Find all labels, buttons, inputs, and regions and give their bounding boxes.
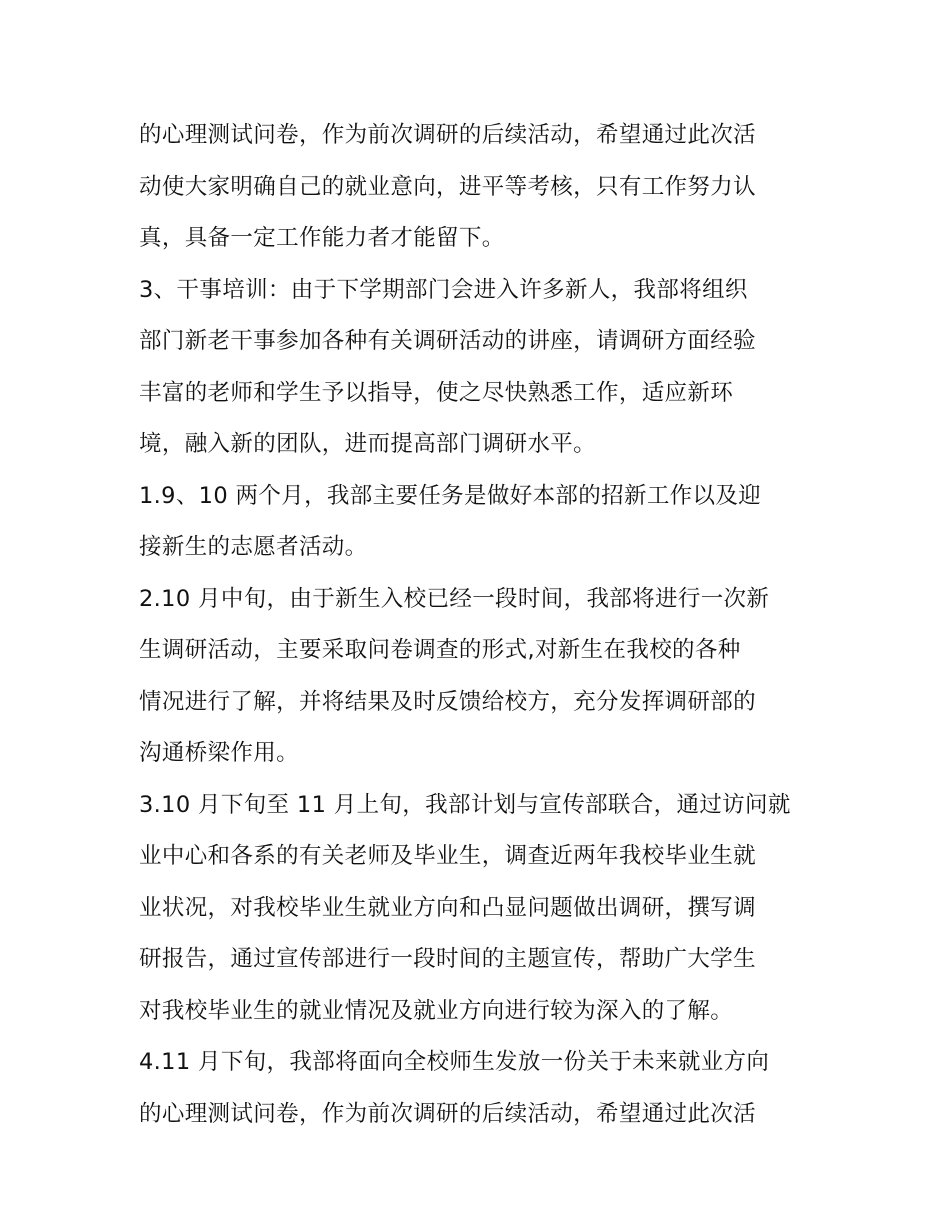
text-line: 丰富的老师和学生予以指导，使之尽快熟悉工作，适应新环 (139, 379, 734, 406)
text-line: 接新生的志愿者活动。 (139, 534, 368, 560)
text-line: 境，融入新的团队，进而提高部门调研水平。 (139, 431, 597, 457)
text-line: 研报告，通过宣传部进行一段时间的主题宣传，帮助广大学生 (139, 946, 756, 972)
text-line: 3.10 月下旬至 11 月上旬，我部计划与宣传部联合，通过访问就 (139, 791, 791, 818)
text-line: 生调研活动，主要采取问卷调查的形式,对新生在我校的各种 (139, 637, 741, 663)
text-line: 情况进行了解，并将结果及时反馈给校方，充分发挥调研部的 (139, 688, 756, 715)
text-line: 真，具备一定工作能力者才能留下。 (139, 225, 505, 251)
text-line: 业状况，对我校毕业生就业方向和凸显问题做出调研，撰写调 (139, 894, 756, 921)
text-line: 1.9、10 两个月，我部主要任务是做好本部的招新工作以及迎 (139, 482, 762, 509)
text-line: 业中心和各系的有关老师及毕业生，调查近两年我校毕业生就 (139, 843, 756, 869)
text-line: 部门新老干事参加各种有关调研活动的讲座，请调研方面经验 (139, 328, 756, 354)
text-line: 动使大家明确自己的就业意向，进平等考核，只有工作努力认 (139, 173, 756, 200)
text-line: 4.11 月下旬，我部将面向全校师生发放一份关于未来就业方向 (139, 1049, 770, 1075)
text-line: 3、干事培训：由于下学期部门会进入许多新人，我部将组织 (139, 276, 748, 303)
text-line: 2.10 月中旬，由于新生入校已经一段时间，我部将进行一次新 (139, 585, 770, 612)
text-line: 对我校毕业生的就业情况及就业方向进行较为深入的了解。 (139, 997, 734, 1024)
text-line: 沟通桥梁作用。 (139, 740, 299, 766)
text-line: 的心理测试问卷，作为前次调研的后续活动，希望通过此次活 (139, 1100, 756, 1127)
text-line: 的心理测试问卷，作为前次调研的后续活动，希望通过此次活 (139, 122, 756, 148)
document-body (139, 110, 815, 1140)
